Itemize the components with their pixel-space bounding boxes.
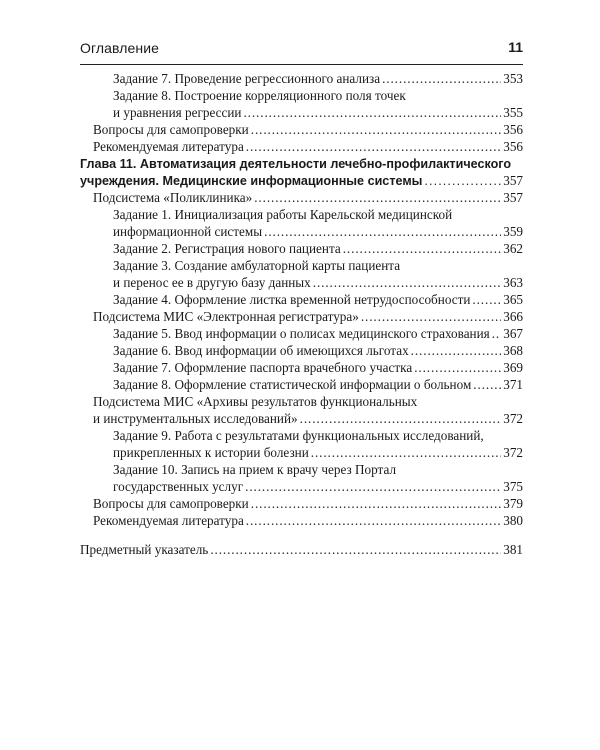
toc-entry-page: 369 <box>503 360 523 375</box>
toc-entry-text: Вопросы для самопроверки <box>93 496 249 511</box>
toc-entry-page: 353 <box>503 71 523 86</box>
leader-dots <box>251 121 501 139</box>
toc-entry-page: 365 <box>503 292 523 307</box>
header-title: Оглавление <box>80 40 160 56</box>
toc-entry-page: 357 <box>503 173 523 188</box>
leader-dots <box>243 104 501 122</box>
toc-entry-task-4-sick-leave <box>113 291 523 309</box>
toc-entry-page: 368 <box>503 343 523 358</box>
toc-entry-page: 363 <box>503 275 523 290</box>
leader-dots <box>246 138 501 156</box>
toc-entry-task-10-portal <box>113 478 523 496</box>
toc-entry-chapter-11 <box>80 172 523 190</box>
toc-entry-text: Задание 8. Оформление статистической информации о больном <box>113 377 472 392</box>
leader-dots <box>473 376 501 394</box>
toc-entry-text: Предметный указатель <box>80 542 209 557</box>
toc-entry-text: государственных услуг <box>113 479 244 494</box>
chapter-title: учреждения. Медицинские информационные системы <box>80 174 423 188</box>
toc-entry-text: Задание 7. Оформление паспорта врачебного участка <box>113 360 413 375</box>
toc-entry-text: Задание 10. Запись на прием к врачу через Портал <box>113 462 397 477</box>
toc-entry-page: 372 <box>503 445 523 460</box>
toc-entry-task-9-functional <box>113 444 523 462</box>
toc-entry-self-check-11 <box>93 495 523 513</box>
leader-dots <box>343 240 501 258</box>
toc-entry-page: 372 <box>503 411 523 426</box>
toc-entry-text: и перенос ее в другую базу данных <box>113 275 311 290</box>
toc-entry-page: 381 <box>503 542 523 557</box>
toc-entry-page: 367 <box>503 326 523 341</box>
leader-dots <box>300 410 502 428</box>
toc-entry-text: информационной системы <box>113 224 263 239</box>
toc-entry-page: 375 <box>503 479 523 494</box>
toc-entry-text: и уравнения регрессии <box>113 105 242 120</box>
toc-entry-task-6-benefits <box>113 342 523 360</box>
toc-entry-text: Задание 5. Ввод информации о полисах медицинского страхования <box>113 326 490 341</box>
chapter-title: Глава 11. Автоматизация деятельности лечебно-профилактического <box>80 157 512 171</box>
toc-entry-text: Подсистема МИС «Электронная регистратура» <box>93 309 359 324</box>
toc-entry-task-5-policies <box>113 325 523 343</box>
toc-entry-subsystem-polyclinic <box>93 189 523 207</box>
toc-entry-task-1-init <box>113 223 523 241</box>
toc-entry-text: Задание 3. Создание амбулаторной карты пациента <box>113 258 401 273</box>
toc-entry-page: 362 <box>503 241 523 256</box>
toc-entry-literature-11 <box>93 512 523 530</box>
toc-entry-task-2-register <box>113 240 523 258</box>
leader-dots <box>246 512 501 530</box>
toc-entry-self-check-10 <box>93 121 523 139</box>
toc-entry-task-8-correlation <box>113 104 523 122</box>
toc-entry-text: и инструментальных исследований» <box>93 411 298 426</box>
toc-entry-page: 356 <box>503 139 523 154</box>
leader-dots <box>382 70 501 88</box>
toc-entry-task-7-regression <box>113 70 523 88</box>
toc-entry-text: Подсистема «Поликлиника» <box>93 190 253 205</box>
toc-entry-text: Вопросы для самопроверки <box>93 122 249 137</box>
toc-entry-text: Задание 8. Построение корреляционного поля точек <box>113 88 406 103</box>
toc-entry-subject-index <box>80 541 523 559</box>
toc-entry-page: 359 <box>503 224 523 239</box>
toc-entry-page: 366 <box>503 309 523 324</box>
toc-entry-page: 380 <box>503 513 523 528</box>
leader-dots <box>254 189 501 207</box>
toc-entry-page: 357 <box>503 190 523 205</box>
toc-entry-text: Задание 6. Ввод информации об имеющихся льготах <box>113 343 409 358</box>
header-page-number: 11 <box>508 39 523 55</box>
toc-entry-task-8-statistics <box>113 376 523 394</box>
toc-entry-text: Задание 2. Регистрация нового пациента <box>113 241 341 256</box>
toc-entry-text: Рекомендуемая литература <box>93 139 244 154</box>
leader-dots <box>251 495 501 513</box>
toc-entry-subsystem-archives <box>93 410 523 428</box>
leader-dots <box>411 342 502 360</box>
leader-dots <box>472 291 501 309</box>
running-header <box>80 40 523 65</box>
toc-entry-text: Рекомендуемая литература <box>93 513 244 528</box>
leader-dots <box>414 359 501 377</box>
leader-dots <box>492 325 501 343</box>
toc-entry-task-7-passport <box>113 359 523 377</box>
toc-entry-page: 371 <box>503 377 523 392</box>
leader-dots <box>245 478 501 496</box>
toc-entry-text: Подсистема МИС «Архивы результатов функциональных <box>93 394 418 409</box>
leader-dots <box>313 274 501 292</box>
leader-dots <box>210 541 501 559</box>
toc-entry-page: 355 <box>503 105 523 120</box>
leader-dots <box>361 308 501 326</box>
leader-dots <box>264 223 501 241</box>
toc-entry-text: прикрепленных к истории болезни <box>113 445 309 460</box>
toc-entry-page: 379 <box>503 496 523 511</box>
toc-entry-text: Задание 1. Инициализация работы Карельской медицинской <box>113 207 453 222</box>
toc-entry-subsystem-registry <box>93 308 523 326</box>
toc-entry-task-3-card <box>113 274 523 292</box>
toc-entry-text: Задание 9. Работа с результатами функциональных исследований, <box>113 428 484 443</box>
leader-dots <box>311 444 501 462</box>
toc-entry-literature-10 <box>93 138 523 156</box>
leader-dots <box>424 172 501 190</box>
toc-entry-page: 356 <box>503 122 523 137</box>
toc-entry-text: Задание 4. Оформление листка временной нетрудоспособности <box>113 292 471 307</box>
toc-entry-text: Задание 7. Проведение регрессионного анализа <box>113 71 381 86</box>
